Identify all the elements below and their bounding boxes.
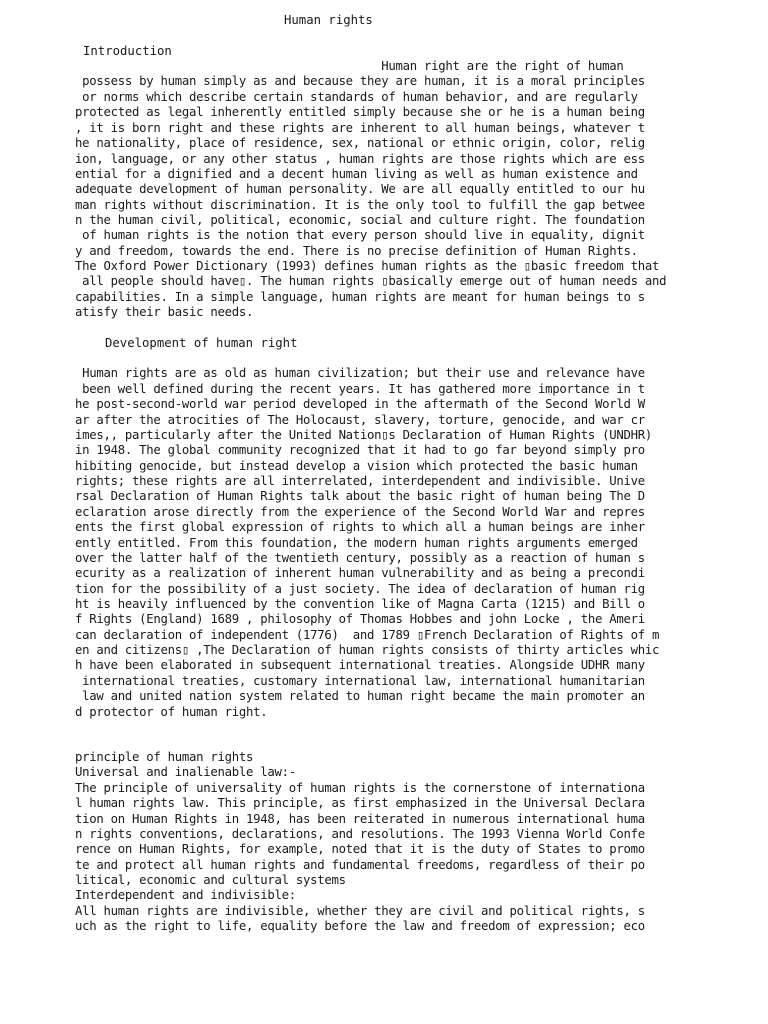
development-line: ently entitled. From this foundation, the modern human rights arguments emerged (75, 536, 638, 550)
document-title: Human rights (284, 13, 373, 27)
intro-line: possess by human simply as and because they are human, it is a moral principles (75, 74, 645, 88)
interdependent-heading: Interdependent and indivisible: (75, 888, 296, 902)
development-line: international treaties, customary international law, international humanitarian (75, 674, 645, 688)
intro-line: man rights without discrimination. It is the only tool to fulfill the gap betwee (75, 198, 645, 212)
intro-line: ion, language, or any other status , human rights are those rights which are ess (75, 152, 645, 166)
intro-line: , it is born right and these rights are inherent to all human beings, whatever t (75, 121, 645, 135)
intro-line: The Oxford Power Dictionary (1993) defines human rights as the ▯basic freedom that (75, 259, 660, 273)
interdependent-line: All human rights are indivisible, whether they are civil and political rights, s (75, 904, 645, 918)
development-line: rsal Declaration of Human Rights talk about the basic right of human being The D (75, 489, 645, 503)
intro-line: ential for a dignified and a decent human living as well as human existence and (75, 167, 638, 181)
development-line: ar after the atrocities of The Holocaust, slavery, torture, genocide, and war cr (75, 413, 645, 427)
universal-heading: Universal and inalienable law:- (75, 765, 296, 779)
development-line: imes,, particularly after the United Nation▯s Declaration of Human Rights (UNDHR) (75, 428, 652, 442)
universal-line: rence on Human Rights, for example, noted that it is the duty of States to promo (75, 842, 645, 856)
universal-line: n rights conventions, declarations, and resolutions. The 1993 Vienna World Confe (75, 827, 645, 841)
development-heading: Development of human right (105, 336, 298, 350)
development-line: en and citizens▯ ,The Declaration of human rights consists of thirty articles whic (75, 643, 660, 657)
intro-line: adequate development of human personality. We are all equally entitled to our hu (75, 182, 645, 196)
development-line: rights; these rights are all interrelated, interdependent and indivisible. Unive (75, 474, 645, 488)
universal-line: te and protect all human rights and fundamental freedoms, regardless of their po (75, 858, 645, 872)
intro-line: protected as legal inherently entitled simply because she or he is a human being (75, 105, 645, 119)
development-line: over the latter half of the twentieth century, possibly as a reaction of human s (75, 551, 645, 565)
intro-line: all people should have▯. The human rights ▯basically emerge out of human needs and (75, 274, 667, 288)
development-line: f Rights (England) 1689 , philosophy of Thomas Hobbes and john Locke , the Ameri (75, 612, 645, 626)
development-line: been well defined during the recent years. It has gathered more importance in t (75, 382, 645, 396)
intro-line: of human rights is the notion that every person should live in equality, dignit (75, 228, 645, 242)
development-line: in 1948. The global community recognized that it had to go far beyond simply pro (75, 443, 645, 457)
development-line: can declaration of independent (1776) and 1789 ▯French Declaration of Rights of m (75, 628, 660, 642)
intro-line: n the human civil, political, economic, social and culture right. The foundation (75, 213, 645, 227)
intro-line: capabilities. In a simple language, human rights are meant for human beings to s (75, 290, 645, 304)
universal-line: l human rights law. This principle, as first emphasized in the Universal Declara (75, 796, 645, 810)
interdependent-line: uch as the right to life, equality before the law and freedom of expression; eco (75, 919, 645, 933)
development-line: hibiting genocide, but instead develop a vision which protected the basic human (75, 459, 638, 473)
principle-heading: principle of human rights (75, 750, 254, 764)
intro-line: Human right are the right of human (75, 59, 624, 73)
intro-line: or norms which describe certain standards of human behavior, and are regularly (75, 90, 638, 104)
development-line: law and united nation system related to human right became the main promoter an (75, 689, 645, 703)
intro-line: y and freedom, towards the end. There is no precise definition of Human Rights. (75, 244, 638, 258)
intro-line: he nationality, place of residence, sex, national or ethnic origin, color, relig (75, 136, 645, 150)
development-line: d protector of human right. (75, 705, 268, 719)
development-line: tion for the possibility of a just society. The idea of declaration of human rig (75, 582, 645, 596)
development-line: h have been elaborated in subsequent international treaties. Alongside UDHR many (75, 658, 645, 672)
development-line: he post-second-world war period developed in the aftermath of the Second World W (75, 397, 645, 411)
universal-line: litical, economic and cultural systems (75, 873, 346, 887)
development-line: ents the first global expression of rights to which all a human beings are inher (75, 520, 645, 534)
development-line: ecurity as a realization of inherent human vulnerability and as being a precondi (75, 566, 645, 580)
universal-line: The principle of universality of human rights is the cornerstone of internationa (75, 781, 645, 795)
development-line: ht is heavily influenced by the convention like of Magna Carta (1215) and Bill o (75, 597, 645, 611)
development-line: Human rights are as old as human civilization; but their use and relevance have (75, 366, 645, 380)
intro-heading: Introduction (83, 44, 172, 58)
development-line: eclaration arose directly from the experience of the Second World War and repres (75, 505, 645, 519)
universal-line: tion on Human Rights in 1948, has been reiterated in numerous international huma (75, 812, 645, 826)
intro-line: atisfy their basic needs. (75, 305, 254, 319)
